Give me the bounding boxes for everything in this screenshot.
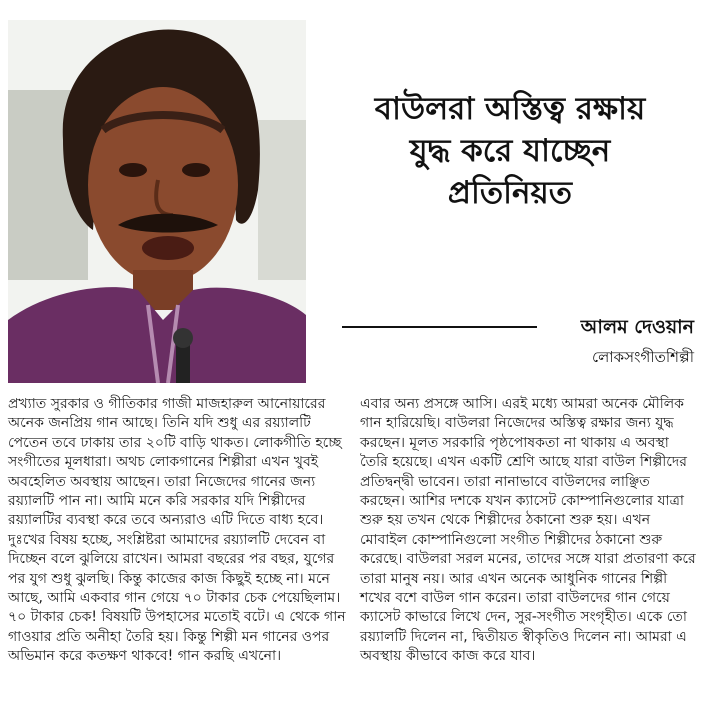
author-role: লোকসংগীতশিল্পী [591, 348, 694, 366]
byline-rule [342, 326, 537, 328]
author-name: আলম দেওয়ান [580, 316, 694, 338]
article-column-right [360, 395, 698, 667]
headline-line-3: প্রতিনিয়ত [447, 175, 573, 211]
headline [330, 88, 690, 214]
byline [342, 314, 694, 384]
body-paragraph-left: প্রখ্যাত সুরকার ও গীতিকার গাজী মাজহারুল আনোয়ারের অনেক জনপ্রিয় গান আছে। তিনি যদি শুধু এর রয়্যালটি পেতেন তবে ঢাকায় তার ২০টি বাড়ি থাকত। লোকগীতি হচ্ছে সংগীতের মূলধারা। অথচ লোকগানের শিল্পীরা এখন খুবই অবহেলিত অবস্থায় আছেন। তারা নিজেদের গানের জন্য রয়্যালটি পান না। আমি মনে করি সরকার যদি শিল্পীদের রয়্যালটির ব্যবস্থা করে তবে অন্যরাও এটি দিতে বাধ্য হবে। দুঃখের বিষয় হচ্ছে, সংশ্লিষ্টরা আমাদের রয়্যালটি দেবেন বা দিচ্ছেন বলে ঝুলিয়ে রাখেন। আমরা বছরের পর বছর, যুগের পর যুগ শুধু ঝুলছি। কিন্তু কাজের কাজ কিছুই হচ্ছে না। মনে আছে, আমি একবার গান গেয়ে ৭০ টাকার চেক পেয়েছিলাম। ৭০ টাকার চেক! বিষয়টি উপহাসের মতোই বটে। এ থেকে গান গাওয়ার প্রতি অনীহা তৈরি হয়। কিন্তু শিল্পী মন গানের ওপর অভিমান করে কতক্ষণ থাকবে! গান করছি এখনো। [8, 396, 346, 665]
article-column-left [8, 395, 346, 667]
body-paragraph-right: এবার অন্য প্রসঙ্গে আসি। এরই মধ্যে আমরা অনেক মৌলিক গান হারিয়েছি। বাউলরা নিজেদের অস্তিত্ব রক্ষার জন্য যুদ্ধ করছেন। মূলত সরকারি পৃষ্ঠপোষকতা না থাকায় এ অবস্থা তৈরি হয়েছে। এখন একটি শ্রেণি আছে যারা বাউল শিল্পীদের প্রতিদ্বন্দ্বী ভাবেন। তারা নানাভাবে বাউলদের লাঞ্ছিত করছেন। আশির দশকে যখন ক্যাসেট কোম্পানিগুলোর যাত্রা শুরু হয় তখন থেকে শিল্পীদের ঠকানো শুরু হয়। এখন মোবাইল কোম্পানিগুলো সংগীত শিল্পীদের ঠকানো শুরু করেছে। বাউলরা সরল মনের, তাদের সঙ্গে যারা প্রতারণা করে তারা মানুষ নয়। আর এখন অনেক আধুনিক গানের শিল্পী শখের বশে বাউল গান করেন। তারা বাউলদের গান গেয়ে ক্যাসেট কাভারে লিখে দেন, সুর-সংগীত সংগৃহীত। একে তো রয়্যালটি দিলেন না, দ্বিতীয়ত স্বীকৃতিও দিলেন না। আমরা এ অবস্থায় কীভাবে কাজ করে যাব। [360, 396, 696, 665]
headline-line-1: বাউলরা অস্তিত্ব রক্ষায় [374, 91, 646, 127]
headline-line-2: যুদ্ধ করে যাচ্ছেন [409, 133, 611, 169]
author-photo [8, 20, 306, 383]
portrait-of-author [8, 20, 306, 383]
